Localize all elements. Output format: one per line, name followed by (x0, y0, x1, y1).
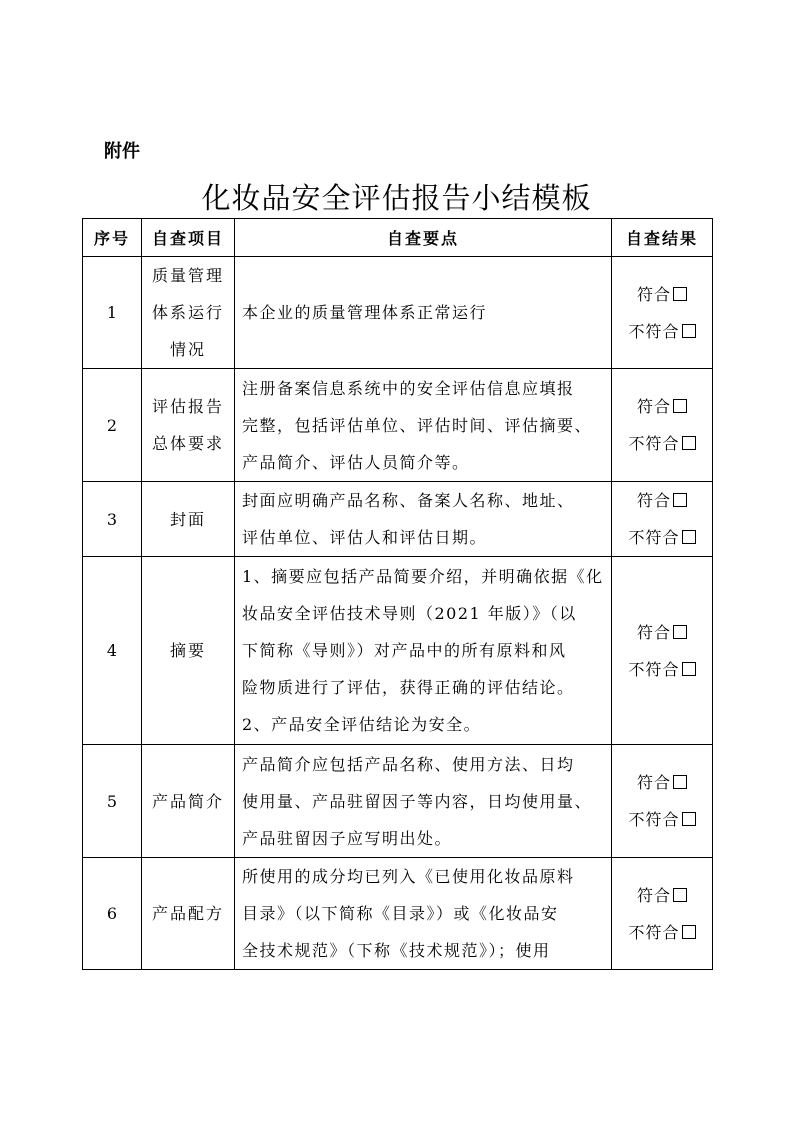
result-label: 符合 (636, 622, 671, 642)
check-point-line: 1、摘要应包括产品简要介绍，并明确依据《化 (242, 567, 604, 586)
check-item-line: 体系运行 (151, 303, 224, 322)
checkbox-icon[interactable] (673, 493, 687, 507)
check-result (612, 482, 713, 557)
check-result (612, 369, 713, 482)
checkbox-icon[interactable] (682, 436, 696, 450)
header-points: 自查要点 (235, 219, 612, 257)
check-result (612, 257, 713, 369)
checkbox-icon[interactable] (673, 399, 687, 413)
result-noncompliant (612, 801, 712, 838)
result-label: 符合 (636, 284, 671, 304)
check-item (142, 745, 235, 858)
result-label: 符合 (636, 773, 671, 792)
check-point-line: 2、产品安全评估结论为安全。 (242, 715, 482, 734)
result-compliant (612, 388, 712, 425)
check-points (235, 858, 612, 970)
table-row (83, 369, 713, 482)
check-item (142, 257, 235, 369)
check-points (235, 482, 612, 557)
table-row (83, 745, 713, 858)
check-point-line: 使用量、产品驻留因子等内容，日均使用量、 (242, 791, 593, 811)
result-label: 不符合 (628, 434, 680, 453)
result-compliant (612, 877, 712, 914)
check-point-line: 评估单位、评估人和评估日期。 (242, 528, 488, 547)
check-points (235, 369, 612, 482)
document-title: 化妆品安全评估报告小结模板 (201, 181, 592, 215)
table-row (83, 557, 713, 745)
result-compliant (612, 482, 712, 519)
result-noncompliant (612, 914, 712, 951)
check-point-line: 险物质进行了评估，获得正确的评估结论。 (242, 678, 575, 697)
row-number: 3 (83, 482, 142, 557)
checkbox-icon[interactable] (682, 812, 696, 826)
row-number: 5 (83, 745, 142, 858)
check-point-line: 全技术规范》（下称《技术规范》）；使用 (242, 941, 551, 960)
check-point-line: 完整，包括评估单位、评估时间、评估摘要、 (242, 415, 593, 435)
check-item-line: 封面 (169, 509, 206, 529)
check-points (235, 745, 612, 858)
header-item: 自查项目 (142, 219, 235, 257)
table-row (83, 257, 713, 369)
result-noncompliant (612, 425, 712, 462)
result-label: 不符合 (628, 528, 680, 547)
check-point-line: 注册备案信息系统中的安全评估信息应填报 (242, 378, 575, 398)
check-item-line: 摘要 (169, 641, 206, 660)
checkbox-icon[interactable] (682, 925, 696, 939)
check-item (142, 858, 235, 970)
check-item-line: 产品配方 (151, 904, 224, 923)
check-point-line: 目录》（以下简称《目录》）或《化妆品安 (242, 904, 559, 923)
checkbox-icon[interactable] (673, 625, 687, 639)
result-label: 不符合 (628, 659, 680, 679)
check-result (612, 858, 713, 970)
check-point-line: 下简称《导则》）对产品中的所有原料和风 (242, 641, 567, 660)
result-label: 不符合 (628, 810, 680, 829)
check-result (612, 745, 713, 858)
result-label: 不符合 (628, 321, 680, 341)
checkbox-icon[interactable] (673, 888, 687, 902)
checkbox-icon[interactable] (682, 324, 696, 338)
header-result: 自查结果 (612, 219, 713, 257)
table-header-row (83, 219, 713, 257)
check-point-line: 妆品安全评估技术导则（2021 年版）》（以 (242, 604, 577, 623)
row-number: 4 (83, 557, 142, 745)
result-compliant (612, 764, 712, 801)
self-check-table (82, 218, 713, 970)
check-item-line: 总体要求 (151, 434, 224, 453)
result-noncompliant (612, 651, 712, 688)
check-point-line: 产品驻留因子应写明出处。 (242, 828, 453, 848)
row-number: 6 (83, 858, 142, 970)
result-label: 符合 (636, 885, 671, 905)
result-noncompliant (612, 519, 712, 556)
table-row (83, 482, 713, 557)
check-item-line: 情况 (169, 340, 206, 359)
check-points (235, 257, 612, 369)
check-item-line: 评估报告 (151, 397, 224, 416)
header-no: 序号 (83, 219, 142, 257)
check-item-line: 质量管理 (151, 266, 224, 285)
row-number: 2 (83, 369, 142, 482)
result-noncompliant (612, 313, 712, 350)
result-label: 符合 (636, 491, 671, 510)
check-point-line: 所使用的成分均已列入《已使用化妆品原料 (242, 867, 575, 886)
row-number: 1 (83, 257, 142, 369)
check-item (142, 482, 235, 557)
result-compliant (612, 614, 712, 651)
check-item (142, 369, 235, 482)
check-point-line: 产品简介应包括产品名称、使用方法、日均 (242, 754, 575, 774)
checkbox-icon[interactable] (682, 662, 696, 676)
table-row (83, 858, 713, 970)
check-result (612, 557, 713, 745)
check-points (235, 557, 612, 745)
check-point-line: 产品简介、评估人员简介等。 (242, 452, 470, 472)
attachment-label: 附件 (104, 141, 140, 162)
checkbox-icon[interactable] (673, 287, 687, 301)
check-point-line: 封面应明确产品名称、备案人名称、地址、 (242, 491, 575, 510)
check-point-line: 本企业的质量管理体系正常运行 (242, 303, 488, 322)
result-compliant (612, 276, 712, 313)
checkbox-icon[interactable] (673, 775, 687, 789)
checkbox-icon[interactable] (682, 530, 696, 544)
check-item-line: 产品简介 (151, 791, 224, 811)
result-label: 符合 (636, 397, 671, 416)
result-label: 不符合 (628, 922, 680, 942)
check-item (142, 557, 235, 745)
